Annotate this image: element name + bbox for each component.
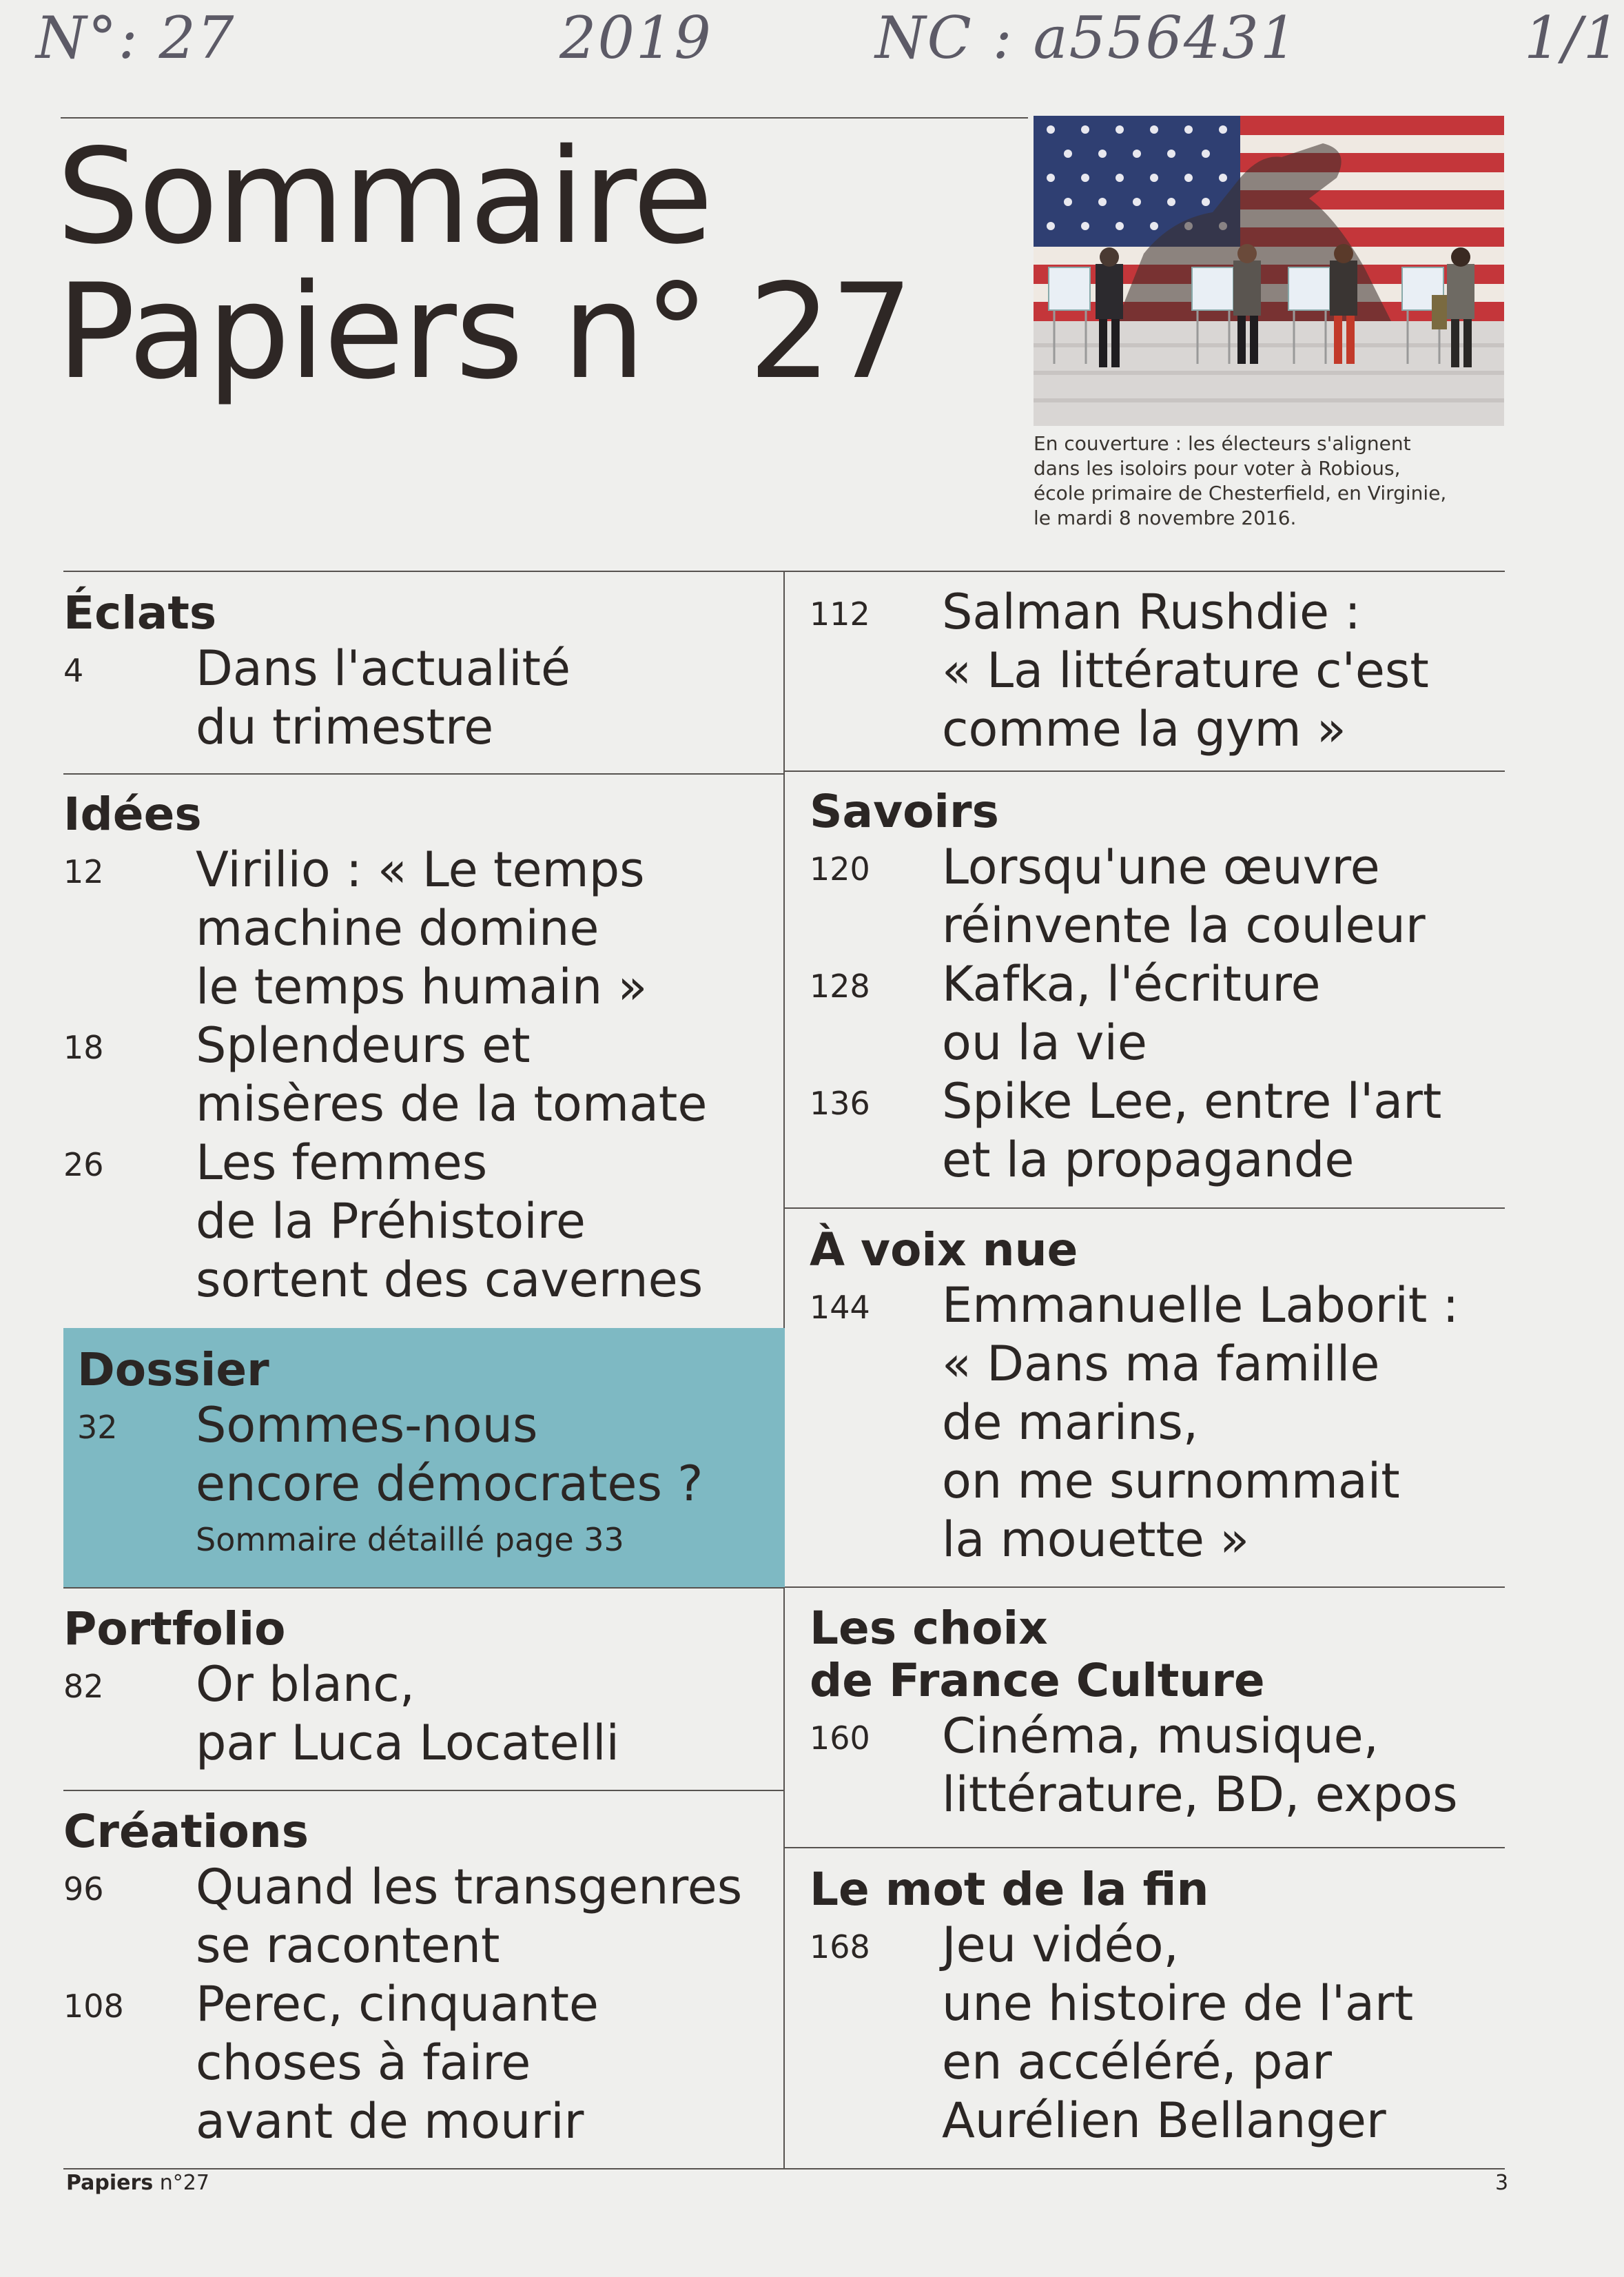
toc-entry[interactable]: [63, 1017, 780, 1134]
section-title-line2: de France Culture: [810, 1654, 1265, 1707]
handwritten-count: 1/1: [1524, 4, 1622, 72]
cover-photo: [1034, 116, 1504, 426]
page-number: 128: [810, 968, 870, 1005]
entry-line: Salman Rushdie :: [942, 584, 1361, 640]
section-rushdie: [810, 583, 1499, 759]
toc-entry[interactable]: [810, 583, 1499, 759]
entry-title: [942, 955, 1499, 1072]
entry-line: machine domine: [196, 900, 599, 957]
entry-line: Dans l'actualité: [196, 640, 571, 697]
page-title: [56, 121, 912, 408]
section-title: Éclats: [63, 586, 217, 640]
toc-entry[interactable]: [63, 1134, 780, 1309]
section-dossier: [77, 1344, 780, 1560]
entry-line: par Luca Locatelli: [196, 1715, 619, 1771]
entry-title: [942, 838, 1499, 955]
section-creations: [63, 1806, 780, 2151]
section-title: Créations: [63, 1805, 309, 1858]
title-line-sommaire: Sommaire: [56, 121, 712, 273]
toc-entry[interactable]: [63, 1858, 780, 1975]
entry-line: Perec, cinquante: [196, 1976, 599, 2032]
handwritten-nc-code: NC : a556431: [875, 4, 1299, 72]
section-title: Le mot de la fin: [810, 1863, 1209, 1916]
entry-line: la mouette »: [942, 1511, 1250, 1568]
page-number: 144: [810, 1289, 870, 1326]
section-title: Savoirs: [810, 785, 999, 838]
handwritten-issue-number: N°: 27: [36, 4, 236, 72]
section-idees: [63, 788, 780, 1309]
entry-line: de marins,: [942, 1394, 1199, 1451]
entry-line: Jeu vidéo,: [942, 1917, 1179, 1973]
page-number: 120: [810, 850, 870, 888]
toc-entry[interactable]: [63, 841, 780, 1017]
entry-line: en accéléré, par: [942, 2034, 1333, 2090]
rule-bottom: [63, 2168, 1505, 2169]
entry-title: [196, 640, 780, 757]
entry-title: [942, 1276, 1499, 1569]
footer-brand-name: Papiers: [66, 2171, 154, 2195]
rule-left-1: [63, 773, 784, 775]
toc-entry[interactable]: [810, 1072, 1499, 1189]
entry-line: « La littérature c'est: [942, 642, 1429, 699]
page-number: 82: [63, 1668, 104, 1705]
entry-line: ou la vie: [942, 1014, 1147, 1071]
page-number: 18: [63, 1029, 104, 1066]
entry-line: le temps humain »: [196, 959, 648, 1015]
section-mot-de-la-fin: [810, 1864, 1499, 2150]
entry-line: du trimestre: [196, 699, 494, 755]
caption-line: dans les isoloirs pour voter à Robious,: [1034, 457, 1401, 480]
handwritten-year: 2019: [559, 4, 712, 72]
section-title: À voix nue: [810, 1223, 1078, 1276]
entry-line: encore démocrates ?: [196, 1456, 703, 1512]
entry-line: Or blanc,: [196, 1656, 415, 1713]
entry-line: Spike Lee, entre l'art: [942, 1073, 1442, 1130]
entry-title: [942, 1072, 1499, 1189]
page-number: 112: [810, 595, 870, 633]
toc-entry[interactable]: [810, 1276, 1499, 1569]
entry-title: [196, 1134, 780, 1309]
page-number: 12: [63, 853, 104, 890]
entry-line: sortent des cavernes: [196, 1252, 703, 1308]
caption-line: école primaire de Chesterfield, en Virginie,: [1034, 482, 1447, 504]
toc-entry[interactable]: [77, 1396, 780, 1513]
page-number: 4: [63, 652, 84, 689]
footer-issue: n°27: [159, 2171, 209, 2195]
rule-right-1: [784, 770, 1505, 772]
entry-title: [196, 1396, 780, 1513]
page-number: 32: [77, 1409, 118, 1446]
entry-line: Lorsqu'une œuvre: [942, 839, 1380, 895]
entry-line: « Dans ma famille: [942, 1336, 1380, 1392]
entry-line: Emmanuelle Laborit :: [942, 1277, 1459, 1334]
caption-line: le mardi 8 novembre 2016.: [1034, 507, 1297, 529]
entry-line: avant de mourir: [196, 2093, 584, 2150]
section-savoirs: [810, 786, 1499, 1189]
toc-entry[interactable]: [810, 1707, 1499, 1824]
entry-line: Cinéma, musique,: [942, 1708, 1379, 1764]
section-choix-france-culture: [810, 1602, 1499, 1824]
entry-line: Virilio : « Le temps: [196, 841, 645, 898]
rule-left-4: [63, 1790, 784, 1791]
section-title: Les choix: [810, 1602, 1048, 1655]
dossier-detail[interactable]: Sommaire détaillé page 33: [196, 1521, 624, 1558]
entry-line: Aurélien Bellanger: [942, 2092, 1386, 2149]
top-rule: [61, 117, 1028, 119]
toc-entry[interactable]: [810, 838, 1499, 955]
section-eclats: [63, 587, 780, 757]
toc-entry[interactable]: [63, 1975, 780, 2151]
entry-line: on me surnommait: [942, 1453, 1400, 1509]
section-a-voix-nue: [810, 1224, 1499, 1569]
entry-line: Kafka, l'écriture: [942, 956, 1321, 1012]
page-number: 108: [63, 1988, 124, 2025]
entry-line: réinvente la couleur: [942, 897, 1426, 954]
page-number: 26: [63, 1146, 104, 1183]
rule-right-4: [784, 1847, 1505, 1848]
rule-right-2: [784, 1207, 1505, 1209]
toc-entry[interactable]: [810, 1916, 1499, 2150]
toc-entry[interactable]: [810, 955, 1499, 1072]
title-line-papiers: Papiers n° 27: [56, 256, 912, 408]
rule-right-3: [784, 1586, 1505, 1588]
entry-line: Les femmes: [196, 1134, 488, 1191]
entry-title: [196, 841, 780, 1017]
entry-line: Sommes-nous: [196, 1397, 538, 1453]
entry-line: et la propagande: [942, 1132, 1355, 1188]
cover-photo-voters-flag-icon: [1034, 116, 1504, 426]
entry-title: [942, 1916, 1499, 2150]
section-title: Portfolio: [63, 1602, 286, 1655]
caption-line: En couverture : les électeurs s'alignent: [1034, 432, 1411, 455]
page-number: 160: [810, 1719, 870, 1757]
entry-line: Splendeurs et: [196, 1017, 531, 1074]
page-number: 168: [810, 1928, 870, 1965]
page-number-footer: 3: [1495, 2171, 1509, 2195]
toc-entry[interactable]: [63, 640, 780, 757]
section-title: Idées: [63, 788, 202, 841]
entry-title: [942, 1707, 1499, 1824]
entry-line: littérature, BD, expos: [942, 1766, 1458, 1823]
entry-line: se racontent: [196, 1917, 500, 1974]
entry-line: comme la gym »: [942, 701, 1346, 757]
entry-line: Quand les transgenres: [196, 1859, 743, 1915]
entry-line: misères de la tomate: [196, 1076, 708, 1132]
entry-title: [196, 1655, 780, 1773]
entry-title: [196, 1017, 780, 1134]
page-number: 136: [810, 1085, 870, 1122]
entry-line: choses à faire: [196, 2034, 531, 2091]
entry-line: une histoire de l'art: [942, 1975, 1414, 2032]
rule-left-3: [63, 1587, 784, 1589]
page-number: 96: [63, 1870, 104, 1908]
entry-title: [196, 1975, 780, 2151]
entry-title: [942, 583, 1499, 759]
entry-line: de la Préhistoire: [196, 1193, 586, 1249]
footer-brand: [66, 2171, 209, 2195]
section-portfolio: [63, 1603, 780, 1773]
entry-title: [196, 1858, 780, 1975]
toc-entry[interactable]: [63, 1655, 780, 1773]
section-title: Dossier: [77, 1343, 269, 1396]
cover-caption: [1034, 431, 1516, 531]
